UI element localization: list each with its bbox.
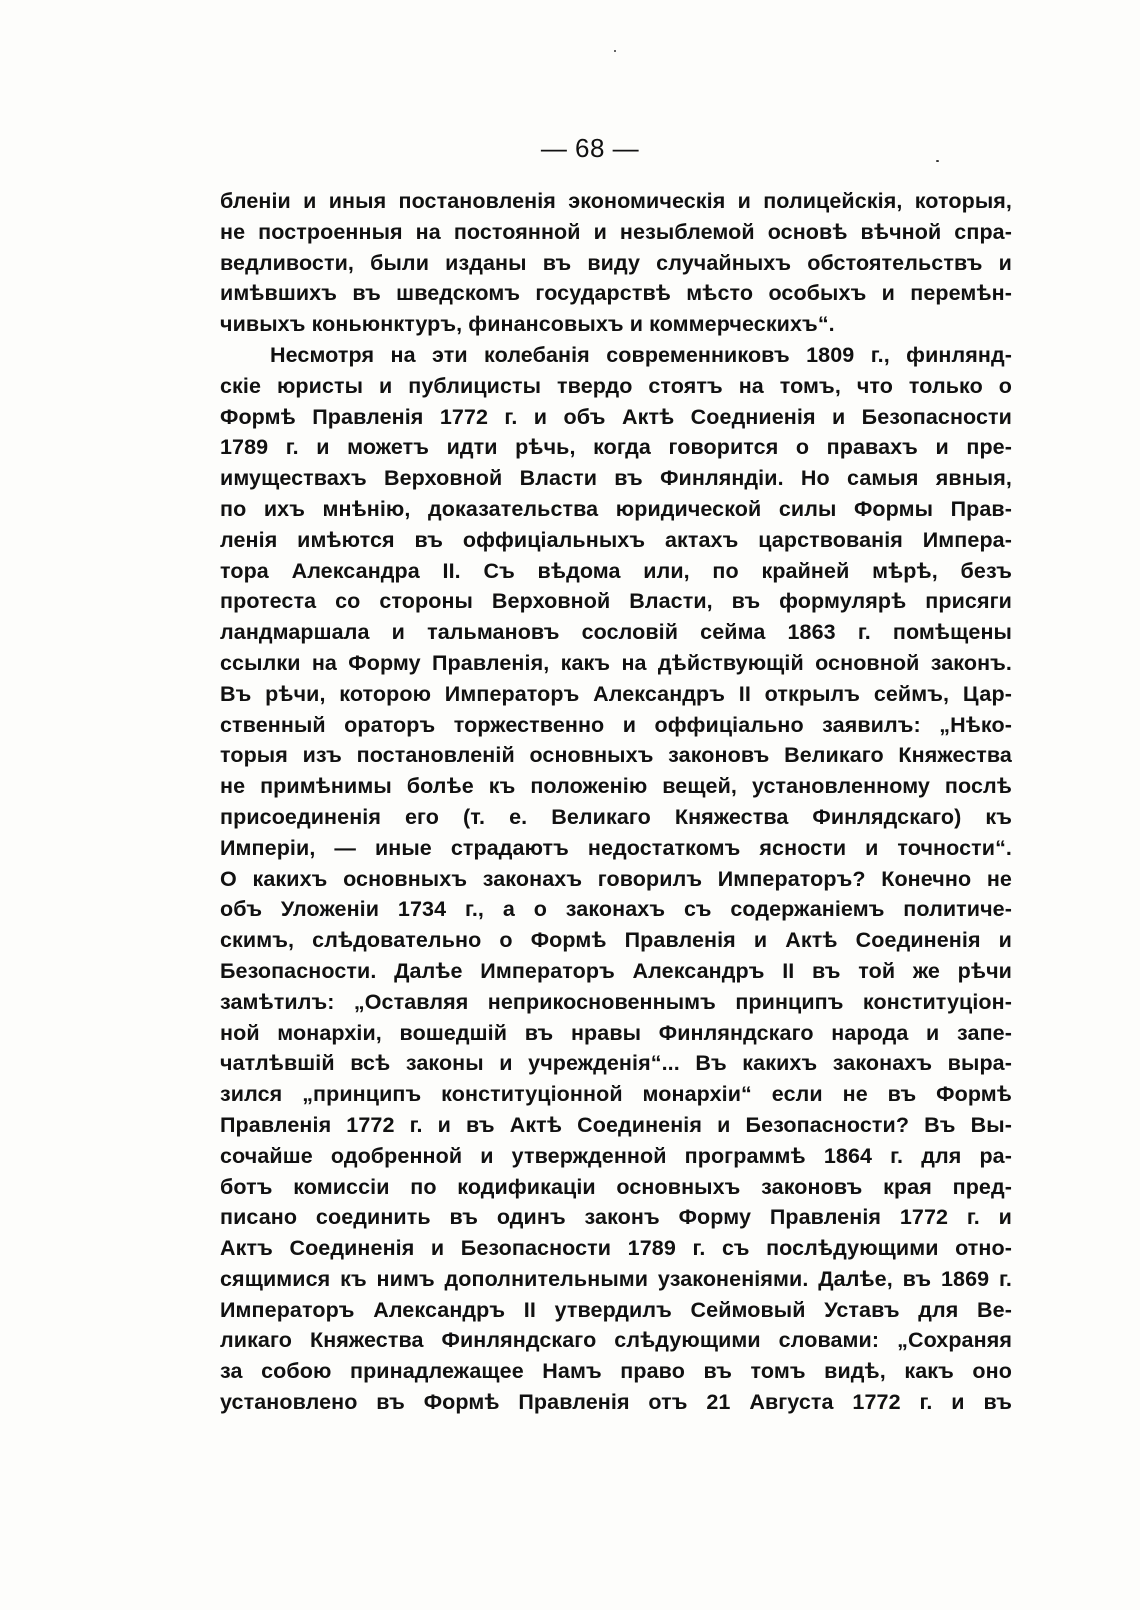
- text-line: зился „принципъ конституціонной монархіи“ если не въ Формѣ: [220, 1082, 1012, 1107]
- text-line: имуществахъ Верховной Власти въ Финляндіи. Но самыя явныя,: [220, 466, 1012, 491]
- text-line: ссылки на Форму Правленія, какъ на дѣйствующій основной законъ.: [220, 650, 1012, 675]
- text-line: чивыхъ коньюнктуръ, финансовыхъ и коммерческихъ“.: [220, 312, 835, 337]
- text-line: не построенныя на постоянной и незыблемой основѣ вѣчной спра-: [220, 219, 1012, 244]
- text-line: Актъ Соединенія и Безопасности 1789 г. съ послѣдующими отно-: [220, 1236, 1012, 1261]
- text-line: установлено въ Формѣ Правленія отъ 21 Августа 1772 г. и въ: [220, 1390, 1012, 1415]
- text-line: ленія имѣются въ оффиціальныхъ актахъ царствованія Импера-: [220, 527, 1012, 552]
- text-line: ственный ораторъ торжественно и оффиціально заявилъ: „Нѣко-: [220, 712, 1012, 737]
- page-number: — 68 —: [540, 133, 640, 163]
- paragraph-main: [220, 340, 1012, 1418]
- text-line: бленіи и иныя постановленія экономическія и полицейскія, которыя,: [220, 189, 1012, 213]
- text-line: сочайше одобренной и утвержденной программѣ 1864 г. для ра-: [220, 1143, 1012, 1168]
- text-line: Императоръ Александръ II утвердилъ Сеймовый Уставъ для Ве-: [220, 1297, 1012, 1322]
- text-line: ведливости, были изданы въ виду случайныхъ обстоятельствъ и: [220, 250, 1012, 275]
- text-line: ной монархіи, вошедшій въ нравы Финляндскаго народа и запе-: [220, 1020, 1012, 1045]
- body-text: [220, 186, 1012, 1418]
- text-line: торыя изъ постановленій основныхъ законовъ Великаго Княжества: [220, 743, 1012, 768]
- text-line: замѣтилъ: „Оставляя неприкосновеннымъ принципъ конституціон-: [220, 989, 1012, 1014]
- text-line: чатлѣвшій всѣ законы и учрежденія“... Въ какихъ законахъ выра-: [220, 1051, 1012, 1076]
- text-line: тора Александра II. Съ вѣдома или, по крайней мѣрѣ, безъ: [220, 558, 1012, 583]
- text-line: имѣвшихъ въ шведскомъ государствѣ мѣсто особыхъ и перемѣн-: [220, 281, 1012, 306]
- text-line: Въ рѣчи, которою Императоръ Александръ II открылъ сеймъ, Цар-: [220, 681, 1012, 706]
- text-line: Имперіи, — иные страдаютъ недостаткомъ ясности и точности“.: [220, 835, 1012, 860]
- text-line: скимъ, слѣдовательно о Формѣ Правленія и Актѣ Соединенія и: [220, 928, 1012, 953]
- paper-speck: [614, 50, 616, 52]
- text-line: не примѣнимы болѣе къ положенію вещей, установленному послѣ: [220, 774, 1012, 799]
- text-line: писано соединить въ одинъ законъ Форму Правленія 1772 г. и: [220, 1205, 1012, 1230]
- text-line: О какихъ основныхъ законахъ говорилъ Императоръ? Конечно не: [220, 866, 1012, 891]
- text-line: ботъ комиссіи по кодификаціи основныхъ законовъ края пред-: [220, 1174, 1012, 1199]
- paragraph-continuation: [220, 186, 1012, 340]
- text-line: скіе юристы и публицисты твердо стоятъ на томъ, что только о: [220, 373, 1012, 398]
- paper-speck: [936, 160, 939, 162]
- text-line: ликаго Княжества Финляндскаго слѣдующими словами: „Сохраняя: [220, 1328, 1012, 1353]
- text-line: по ихъ мнѣнію, доказательства юридической силы Формы Прав-: [220, 496, 1012, 521]
- text-line: Безопасности. Далѣе Императоръ Александръ II въ той же рѣчи: [220, 958, 1012, 983]
- text-line: за собою принадлежащее Намъ право въ томъ видѣ, какъ оно: [220, 1359, 1012, 1384]
- text-line: Формѣ Правленія 1772 г. и объ Актѣ Соедниенія и Безопасности: [220, 404, 1012, 429]
- text-line: Несмотря на эти колебанія современниковъ 1809 г., финлянд-: [270, 342, 1012, 367]
- text-line: сящимися къ нимъ дополнительными узаконеніями. Далѣе, въ 1869 г.: [220, 1266, 1012, 1291]
- text-line: 1789 г. и можетъ идти рѣчь, когда говорится о правахъ и пре-: [220, 435, 1012, 460]
- text-line: Правленія 1772 г. и въ Актѣ Соединенія и Безопасности? Въ Вы-: [220, 1112, 1012, 1137]
- text-line: ландмаршала и тальмановъ сословій сейма 1863 г. помѣщены: [220, 620, 1012, 645]
- text-line: объ Уложеніи 1734 г., а о законахъ съ содержаніемъ политиче-: [220, 897, 1012, 922]
- text-line: присоединенія его (т. е. Великаго Княжества Финлядскаго) къ: [220, 804, 1012, 829]
- text-line: протеста со стороны Верховной Власти, въ формулярѣ присяги: [220, 589, 1012, 614]
